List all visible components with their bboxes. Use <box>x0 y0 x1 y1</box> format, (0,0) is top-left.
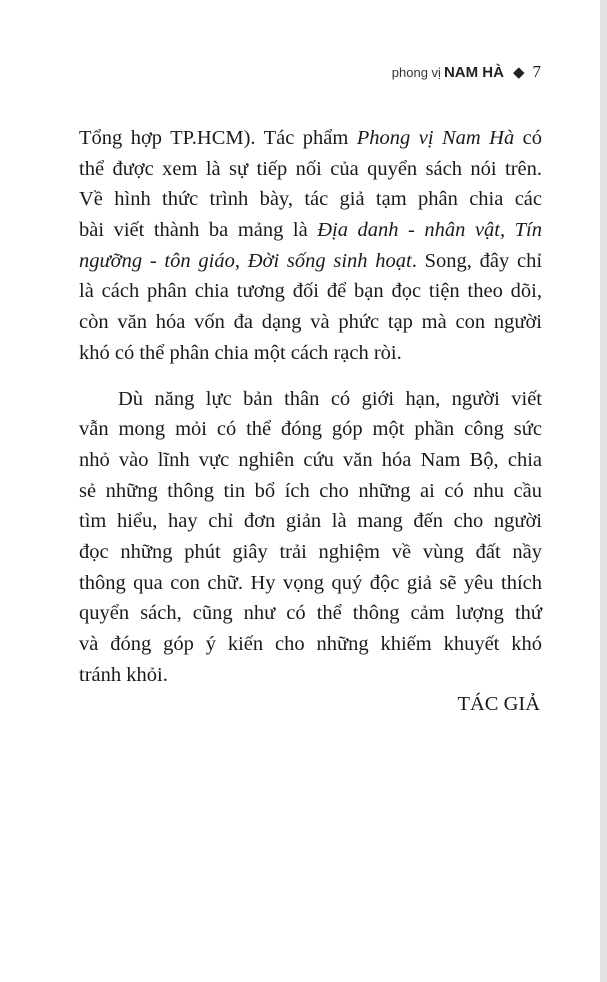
text-segment: vẫn mong mỏi có thể đóng góp một phần công sức <box>79 418 542 441</box>
text-line <box>79 476 542 507</box>
text-segment: bài viết thành ba mảng là <box>79 219 318 242</box>
text-segment: sẻ những thông tin bổ ích cho những ai có nhu cầu <box>79 479 542 502</box>
text-segment: quyển sách, cũng như có thể thông cảm lượng thứ <box>79 602 542 625</box>
text-line <box>79 414 542 445</box>
text-line <box>79 123 542 154</box>
text-segment: là cách phân chia tương đối để bạn đọc tiện theo dõi, <box>79 280 542 303</box>
page-number: 7 <box>532 62 541 81</box>
text-segment: thể được xem là sự tiếp nối của quyển sách nói trên. <box>79 157 542 180</box>
text-line <box>79 246 542 277</box>
text-line <box>79 384 542 415</box>
author-signature: TÁC GIẢ <box>457 693 540 715</box>
text-segment: khó có thể phân chia một cách rạch ròi. <box>79 341 402 364</box>
diamond-icon: ◆ <box>512 63 525 81</box>
text-segment: Tổng hợp TP.HCM). Tác phẩm <box>79 127 357 149</box>
text-segment: Về hình thức trình bày, tác giả tạm phân chia các <box>79 188 542 211</box>
text-segment: . Song, đây chỉ <box>411 249 543 272</box>
page-edge-shadow <box>600 0 607 982</box>
text-segment: và đóng góp ý kiến cho những khiếm khuyết khó <box>79 633 542 655</box>
paragraph-gap <box>79 369 542 384</box>
text-line <box>79 445 542 476</box>
header-series-label: phong vị <box>391 65 441 80</box>
header-book-title: NAM HÀ <box>443 64 504 81</box>
text-line <box>79 307 542 338</box>
text-line <box>79 629 542 660</box>
text-line <box>79 184 542 215</box>
text-line <box>79 506 542 537</box>
text-segment: , <box>234 249 248 272</box>
text-line <box>79 537 542 568</box>
text-segment: còn văn hóa vốn đa dạng và phức tạp mà con người <box>79 311 542 334</box>
text-line <box>79 276 542 307</box>
text-segment: đọc những phút giây trải nghiệm về vùng đất nầy <box>79 540 542 563</box>
text-line <box>79 215 542 246</box>
paragraph <box>79 384 542 691</box>
running-header <box>392 62 541 82</box>
text-line <box>79 660 542 691</box>
text-line <box>79 598 542 629</box>
text-segment: có <box>514 127 542 149</box>
paragraph <box>79 123 542 369</box>
text-segment: tránh khỏi. <box>79 663 168 686</box>
text-line <box>79 154 542 185</box>
text-segment: nhỏ vào lĩnh vực nghiên cứu văn hóa Nam Bộ, chia <box>79 448 542 471</box>
italic-text-segment: Đời sống sinh hoạt <box>247 249 412 272</box>
text-line <box>79 568 542 599</box>
italic-text-segment: Địa danh - nhân vật, Tín <box>317 219 542 242</box>
text-segment: Dù năng lực bản thân có giới hạn, người viết <box>118 387 542 410</box>
italic-text-segment: Phong vị Nam Hà <box>356 127 515 149</box>
text-segment: tìm hiểu, hay chỉ đơn giản là mang đến cho người <box>79 510 542 533</box>
body-text <box>79 123 542 690</box>
text-segment: thông qua con chữ. Hy vọng quý độc giả sẽ yêu thích <box>79 571 542 594</box>
text-line <box>79 338 542 369</box>
italic-text-segment: ngưỡng - tôn giáo <box>79 249 235 272</box>
